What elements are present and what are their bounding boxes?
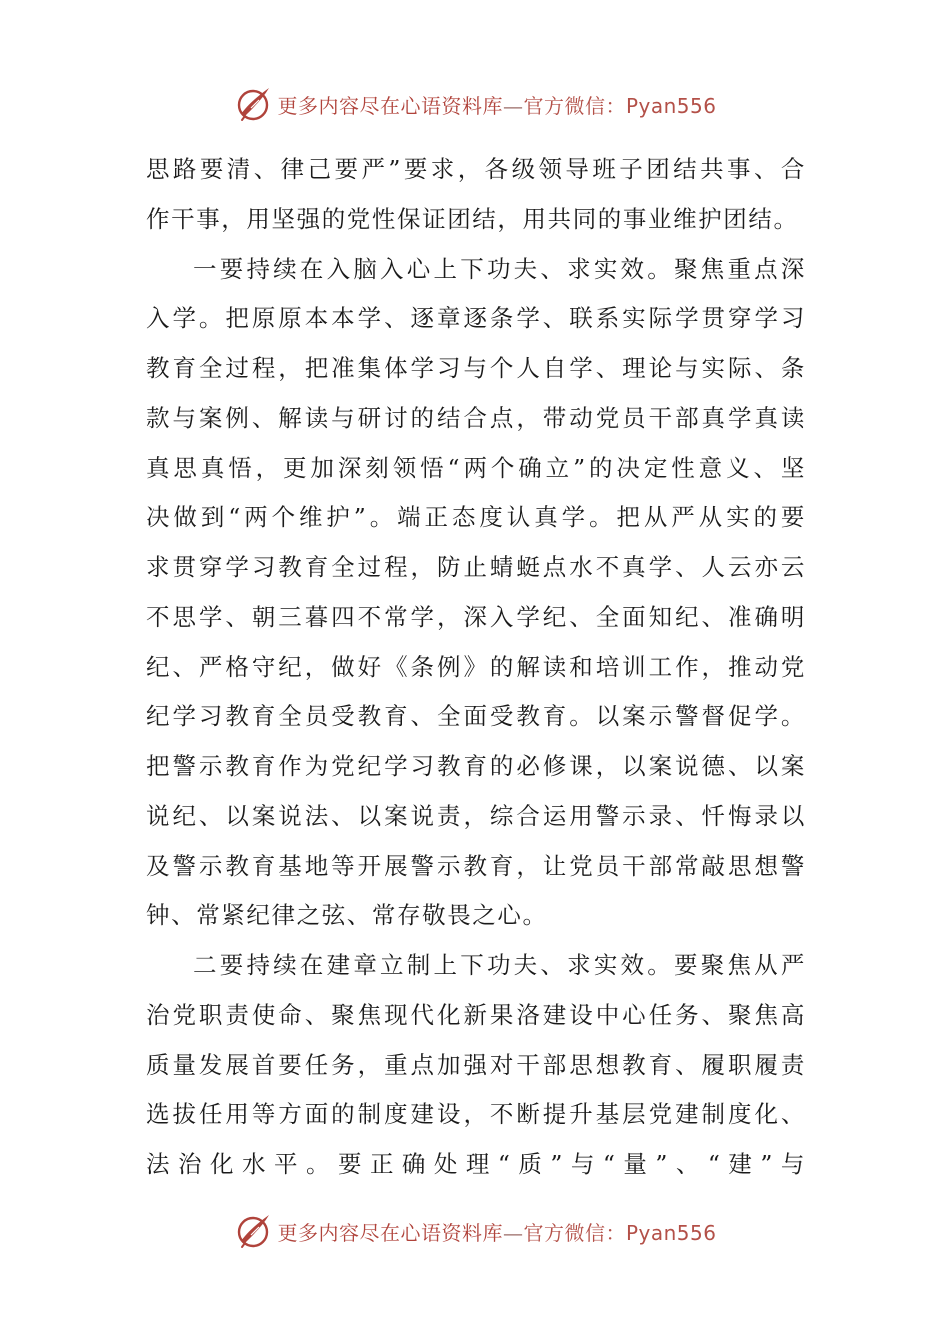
footer-banner-text bbox=[277, 1217, 716, 1246]
text-line: 决做到“两个维护”。端正态度认真学。把从严从实的要 bbox=[146, 503, 806, 532]
header-banner-text bbox=[277, 90, 716, 119]
footer-banner bbox=[0, 1209, 950, 1253]
text-line: 钟、常紧纪律之弦、常存敬畏之心。 bbox=[146, 901, 548, 930]
paragraph-one bbox=[146, 245, 806, 942]
paragraph-continuation bbox=[146, 145, 806, 245]
pen-logo-icon bbox=[233, 1211, 273, 1251]
footer-banner-separator: — bbox=[502, 1220, 524, 1245]
text-line: 一要持续在入脑入心上下功夫、求实效。聚焦重点深 bbox=[193, 254, 806, 283]
text-line: 及警示教育基地等开展警示教育，让党员干部常敲思想警 bbox=[146, 851, 806, 880]
text-line: 把警示教育作为党纪学习教育的必修课，以案说德、以案 bbox=[146, 752, 806, 780]
paragraph-two bbox=[146, 941, 806, 1190]
header-banner-separator: — bbox=[502, 93, 524, 118]
text-line: 作干事，用坚强的党性保证团结，用共同的事业维护团结。 bbox=[146, 204, 799, 233]
text-line: 入学。把原原本本学、逐章逐条学、联系实际学贯穿学习 bbox=[146, 304, 806, 333]
text-line: 质量发展首要任务，重点加强对干部思想教育、履职履责 bbox=[146, 1050, 806, 1079]
document-body bbox=[146, 145, 806, 1190]
text-line: 真思真悟，更加深刻领悟“两个确立”的决定性意义、坚 bbox=[146, 453, 806, 482]
text-line: 思路要清、律己要严”要求，各级领导班子团结共事、合 bbox=[146, 155, 806, 183]
text-line: 不思学、朝三暮四不常学，深入学纪、全面知纪、准确明 bbox=[146, 602, 806, 631]
pen-logo-icon bbox=[233, 84, 273, 124]
text-line: 纪、严格守纪，做好《条例》的解读和培训工作，推动党 bbox=[146, 652, 806, 681]
text-line: 纪学习教育全员受教育、全面受教育。以案示警督促学。 bbox=[146, 702, 806, 731]
text-line: 法治化水平。要正确处理“质”与“量”、“建”与 bbox=[146, 1150, 806, 1178]
footer-banner-contact: 官方微信：Pyan556 bbox=[523, 1220, 717, 1245]
header-banner-contact: 官方微信：Pyan556 bbox=[523, 93, 717, 118]
text-line: 款与案例、解读与研讨的结合点，带动党员干部真学真读 bbox=[146, 403, 806, 432]
text-line: 说纪、以案说法、以案说责，综合运用警示录、忏悔录以 bbox=[146, 801, 806, 830]
text-line: 求贯穿学习教育全过程，防止蜻蜓点水不真学、人云亦云 bbox=[146, 553, 806, 581]
text-line: 二要持续在建章立制上下功夫、求实效。要聚焦从严 bbox=[193, 951, 806, 979]
footer-banner-main: 更多内容尽在心语资料库 bbox=[277, 1220, 503, 1245]
header-banner-main: 更多内容尽在心语资料库 bbox=[277, 93, 503, 118]
text-line: 选拔任用等方面的制度建设，不断提升基层党建制度化、 bbox=[146, 1100, 806, 1129]
text-line: 教育全过程，把准集体学习与个人自学、理论与实际、条 bbox=[146, 354, 806, 382]
header-banner bbox=[0, 82, 950, 126]
text-line: 治党职责使命、聚焦现代化新果洛建设中心任务、聚焦高 bbox=[146, 1000, 806, 1029]
